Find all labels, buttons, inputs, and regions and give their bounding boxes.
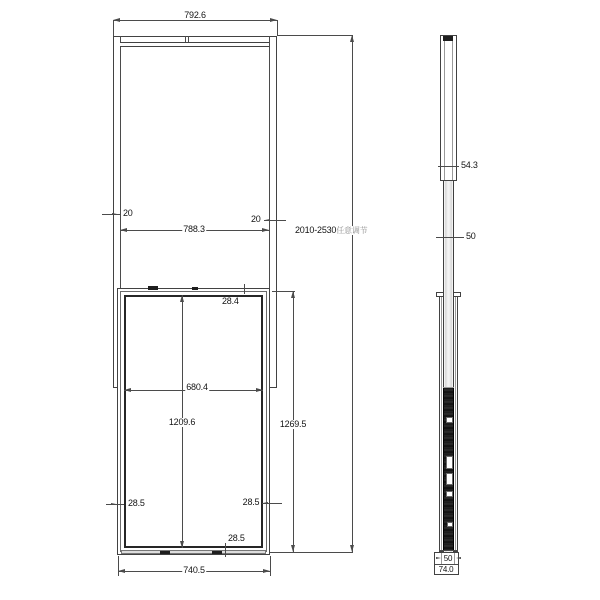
dim-display-height-label: 1209.6 [168,417,196,427]
dim-arrow [113,18,120,22]
dim-overall-width-line [113,20,277,21]
dim-arrow [124,388,131,392]
dim-wall-left-line [102,214,120,215]
dim-base-neck-label: 50 [443,554,453,563]
dim-overall-width-label: 792.6 [184,10,206,20]
dim-arrow [350,545,354,552]
dim-wall-left-label: 20 [123,208,133,218]
dim-arrow [270,18,277,22]
mount-tab [192,287,198,290]
dim-arrow [120,228,127,232]
mount-tab [160,551,170,554]
dim-arrow [291,291,295,298]
dim-height-label [294,226,368,235]
side-module-bottom-line [439,550,458,551]
dim-screen-right-margin-label: 28.5 [242,497,260,507]
top-center-mark [185,36,186,42]
dim-pole-depth-line [436,237,464,238]
dim-arrow [456,557,461,559]
dim-arrow [180,295,184,302]
dim-arrow [256,388,263,392]
dim-height-line [352,35,353,552]
dim-head-depth-label: 54.3 [461,160,478,170]
dim-head-depth-line [438,166,459,167]
dim-arrow [262,228,269,232]
side-module-slot [446,456,453,469]
ext-line [277,35,353,36]
dim-height-value: 2010-2530 [295,225,337,235]
dim-arrow [111,503,116,505]
dim-arrow [436,557,441,559]
dim-arrow [118,569,125,573]
dim-screen-height-label: 1269.5 [279,419,307,429]
dim-inner-width-label: 788.3 [183,224,205,234]
ext-line [270,552,353,553]
side-module-slot [446,491,453,497]
side-module-slot [446,473,453,485]
side-module-slot [447,522,453,527]
side-panel-inner-line [455,297,456,551]
dim-screen-left-margin-label: 28.5 [128,498,145,508]
dim-screen-bottom-margin-line [225,543,226,557]
dim-arrow [291,545,295,552]
ext-line [270,556,271,576]
cabinet-top-bar [120,42,269,47]
dim-tick [244,284,245,294]
side-column-inner-line [452,36,453,180]
side-column-outline [440,35,457,181]
dim-display-width-label: 680.4 [186,382,208,392]
side-base-inner-line [454,553,455,564]
ext-line [113,20,114,36]
side-top-cap [443,36,453,41]
mount-tab [212,551,222,554]
ext-line [118,556,119,576]
dim-base-depth-label: 74.0 [438,565,454,574]
dim-arrow [263,502,268,504]
dim-arrow [263,569,270,573]
side-panel-inner-line [441,297,442,551]
top-center-mark [188,36,189,42]
dim-height-note: 任意调节 [336,226,368,235]
dim-arrow [265,219,270,221]
dim-screen-bottom-margin-label: 28.5 [228,533,245,543]
dim-arrow [180,541,184,548]
bottom-strip [121,550,266,554]
dim-screen-top-margin-label: 28.4 [222,296,239,306]
dim-arrow [112,213,117,215]
dim-screen-width-label: 740.5 [183,565,205,575]
dim-wall-right-label: 20 [251,214,261,224]
dim-arrow [350,35,354,42]
dim-pole-depth-label: 50 [466,231,476,241]
side-column-inner-line [444,36,445,180]
mount-tab [148,286,158,290]
side-module-slot [446,417,453,423]
ext-line [277,20,278,36]
